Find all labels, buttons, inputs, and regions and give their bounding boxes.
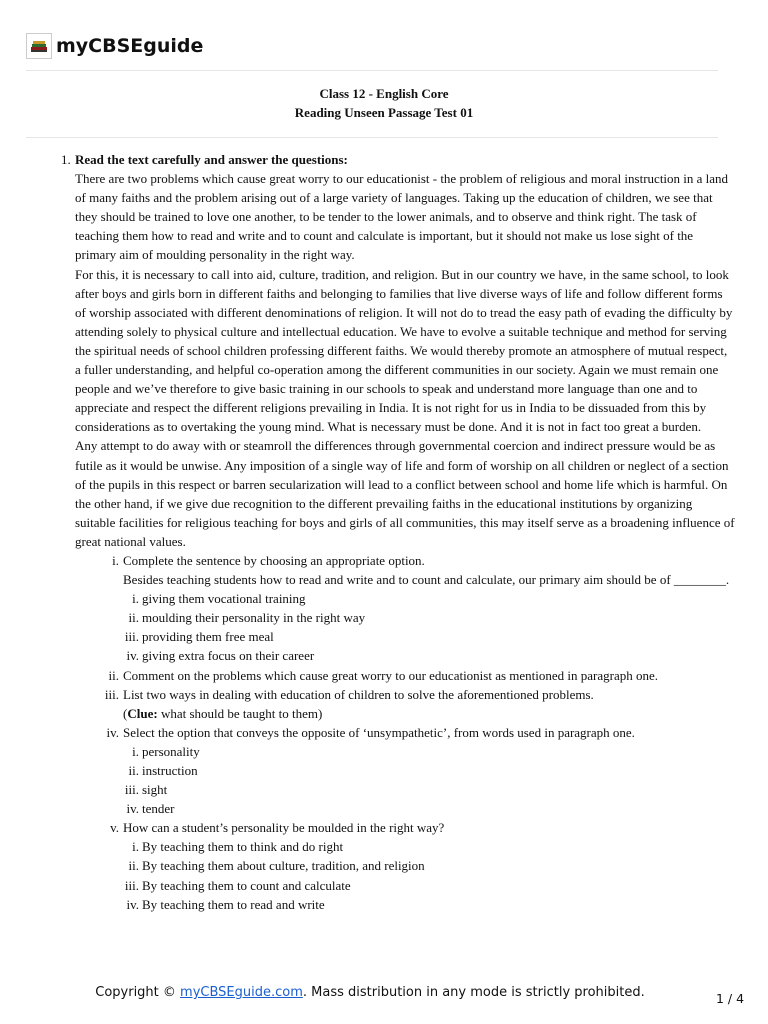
option-item: i. giving them vocational training (132, 591, 306, 607)
sub-question-text: Comment on the problems which cause great worry to our educationist as mentioned in paragraph one. (123, 667, 659, 683)
option-item: i. personality (132, 743, 200, 759)
sub-question-5 (75, 818, 735, 913)
copyright-prefix: Copyright © (95, 985, 181, 1000)
question-number: 1. (61, 152, 71, 167)
page-number: 1 / 4 (716, 991, 745, 1006)
header-divider (26, 70, 718, 71)
question-instruction: Read the text carefully and answer the questions: (75, 152, 348, 167)
option-item: ii. instruction (128, 763, 198, 778)
site-header (26, 31, 203, 61)
passage-paragraph-3: Any attempt to do away with or steamroll the differences through governmental coercion and indirect pressure would be as futile as it would be unwise. Any imposition of a single way of life and form of worship on all children or neglect of a section of the pupils in this respect or barren secularization will lead to a conflict between school and home life which is harmful. On the other hand, if we give due recognition to the different prevailing faiths in the educational institutions by organizing suitable facilities for religious teaching for boys and girls of all communities, this may itself serve as a broadening influence of great national values. (75, 438, 735, 549)
passage-paragraph-2: For this, it is necessary to call into aid, culture, tradition, and religion. But in our country we have, in the same school, to look after boys and girls born in different faiths and belonging to families that live diverse ways of life and follow different forms of worship associated with different denominations of religion. It will not do to tread the easy path of evading the difficulty by attending solely to physical culture and intellectual education. We have to evolve a suitable technique and method for serving the spiritual needs of school children professing different faiths. We would thereby promote an atmosphere of mutual respect, a fuller understanding, and helpful co-operation among the different communities in our society. Again we must remain one people and we’ve therefore to give basic training in our schools to speak and understand more language than one and to appreciate and respect the different religions prevailing in India. It is not right for us in India to be dissuaded from this by considerations as to overtaking the young mind. What is necessary must be done. And it is not in fact too great a burden. (75, 266, 733, 435)
sub-question-text: Select the option that conveys the opposite of ‘unsympathetic’, from words used in paragraph one. (123, 724, 635, 740)
option-item: iv. tender (126, 801, 175, 817)
brand-name[interactable]: myCBSEguide (56, 35, 204, 57)
site-link[interactable]: myCBSEguide.com (180, 985, 303, 1000)
sub-question-stem: Besides teaching students how to read and write and to count and calculate, our primary aim should be of ________. (123, 572, 730, 588)
sub-question-text: How can a student’s personality be moulded in the right way? (123, 820, 445, 836)
doc-subtitle: Reading Unseen Passage Test 01 (294, 105, 474, 120)
doc-title: Class 12 - English Core (319, 86, 449, 101)
sub-question-2 (75, 666, 735, 685)
option-item: iv. giving extra focus on their career (126, 648, 315, 664)
option-item: ii. moulding their personality in the right way (128, 610, 366, 626)
copyright-suffix: . Mass distribution in any mode is strictly prohibited. (302, 985, 645, 1000)
question-content (61, 150, 735, 914)
option-list (123, 742, 735, 818)
sub-questions (75, 551, 735, 914)
sub-question-3 (75, 685, 735, 723)
copyright-footer (0, 985, 740, 1000)
option-item: ii. By teaching them about culture, tradition, and religion (128, 858, 425, 874)
sub-question-number: i. (112, 552, 119, 568)
sub-question-text: Complete the sentence by choosing an appropriate option. (123, 552, 425, 568)
option-item: iii. providing them free meal (124, 629, 274, 645)
sub-question-number: ii. (108, 667, 119, 683)
sub-question-4 (75, 723, 735, 818)
option-item: i. By teaching them to think and do right (132, 839, 344, 855)
question-1 (61, 150, 735, 914)
option-item: iv. By teaching them to read and write (126, 896, 325, 912)
sub-question-number: iii. (104, 686, 119, 702)
option-list (123, 837, 735, 913)
clue-line: (Clue: what should be taught to them) (123, 705, 323, 721)
title-divider (26, 137, 718, 138)
sub-question-number: iv. (106, 724, 119, 740)
logo-icon (26, 33, 52, 59)
passage-paragraph-1: There are two problems which cause great worry to our educationist - the problem of religious and moral instruction in a land of many faiths and the problem arising out of a large variety of languages. Taking up the education of children, we see that they should be trained to love one another, to be tender to the lower animals, and to observe and think right. The task of teaching them how to read and write and to count and calculate is important, but it should not make us lose sight of the primary aim of moulding personality in the right way. (75, 171, 729, 263)
sub-question-text: List two ways in dealing with education of children to solve the aforementioned problems. (123, 686, 594, 702)
sub-question-1 (75, 551, 735, 666)
option-item: iii. sight (124, 782, 168, 798)
option-list (123, 589, 735, 665)
sub-question-number: v. (110, 820, 119, 836)
option-item: iii. By teaching them to count and calculate (124, 877, 351, 893)
